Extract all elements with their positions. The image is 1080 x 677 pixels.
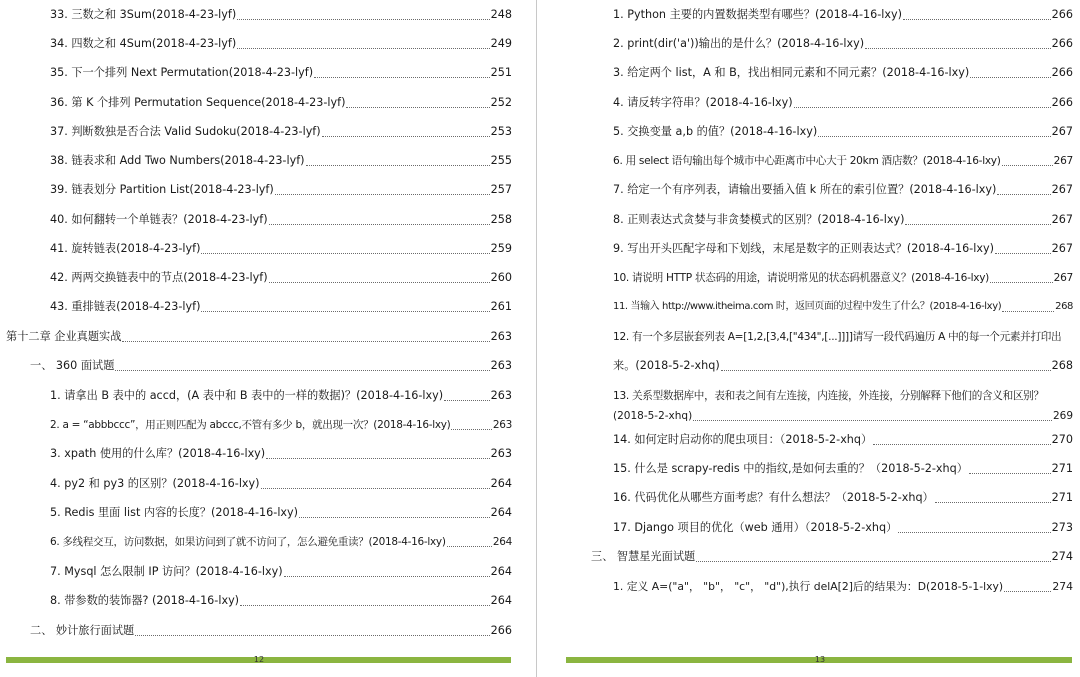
- toc-entry-title: 34. 四数之和 4Sum(2018-4-23-lyf): [50, 37, 237, 50]
- toc-page-number: 267: [1051, 242, 1073, 255]
- toc-page-number: 267: [1051, 125, 1073, 138]
- dot-leader: [284, 576, 490, 577]
- toc-entry[interactable]: [50, 181, 512, 199]
- toc-entry-title: 二、 妙计旅行面试题: [30, 624, 135, 637]
- toc-page-number: 251: [490, 66, 512, 79]
- toc-page-number: 266: [1051, 8, 1073, 21]
- toc-entry[interactable]: [613, 6, 1073, 24]
- dot-leader: [903, 19, 1051, 20]
- toc-entry-title: 3. 给定两个 list，A 和 B，找出相同元素和不同元素？(2018-4-16-lxy): [613, 66, 970, 79]
- toc-entry-title: 来。(2018-5-2-xhq): [613, 359, 720, 372]
- toc-page-left: [0, 0, 536, 677]
- toc-page-right: [543, 0, 1080, 677]
- toc-entry-title: 2. a = “abbbccc”，用正则匹配为 abccc,不管有多少 b，就出现一次？(2018-4-16-lxy): [50, 419, 451, 431]
- toc-entry-title: 11. 当输入 http://www.itheima.com 时，返回页面的过程中发生了什么？(2018-4-16-lxy): [613, 301, 1002, 312]
- toc-entry-title: 38. 链表求和 Add Two Numbers(2018-4-23-lyf): [50, 154, 305, 167]
- toc-entry[interactable]: [613, 431, 1073, 449]
- toc-entry-title: 43. 重排链表(2018-4-23-lyf): [50, 300, 201, 313]
- toc-entry-title: 8. 带参数的装饰器? (2018-4-16-lxy): [50, 594, 240, 607]
- dot-leader: [1002, 311, 1054, 312]
- toc-page-number: 261: [490, 300, 512, 313]
- toc-chapter-entry[interactable]: [6, 328, 512, 346]
- toc-page-number: 263: [490, 389, 512, 402]
- toc-entry-title: 14. 如何定时启动你的爬虫项目：（2018-5-2-xhq）: [613, 433, 873, 446]
- dot-leader: [970, 77, 1050, 78]
- toc-page-number: 264: [490, 565, 512, 578]
- toc-entry[interactable]: [50, 123, 512, 141]
- toc-entry-title: 6. 多线程交互，访问数据，如果访问到了就不访问了，怎么避免重读？(2018-4-16-lxy): [50, 536, 446, 548]
- toc-entry[interactable]: [50, 269, 512, 287]
- dot-leader: [314, 77, 490, 78]
- dot-leader: [201, 253, 489, 254]
- toc-page-number: 271: [1051, 491, 1073, 504]
- toc-page-number: 255: [490, 154, 512, 167]
- toc-entry-title: 15. 什么是 scrapy-redis 中的指纹,是如何去重的？（2018-5-2-xhq）: [613, 462, 968, 475]
- toc-entry[interactable]: [613, 298, 1073, 316]
- toc-entry[interactable]: [613, 211, 1073, 229]
- toc-entry[interactable]: [50, 298, 512, 316]
- toc-page-number: 257: [490, 183, 512, 196]
- dot-leader: [873, 444, 1050, 445]
- toc-page-number: 273: [1051, 521, 1073, 534]
- dot-leader: [261, 488, 490, 489]
- dot-leader: [794, 107, 1051, 108]
- toc-entry[interactable]: [613, 460, 1073, 478]
- toc-entry[interactable]: [613, 64, 1073, 82]
- dot-leader: [266, 458, 489, 459]
- page-divider: [536, 0, 543, 677]
- toc-entry[interactable]: [50, 64, 512, 82]
- toc-entry-title: 17. Django 项目的优化（web 通用）（2018-5-2-xhq）: [613, 521, 898, 534]
- toc-page-number: 259: [490, 242, 512, 255]
- dot-leader: [135, 635, 489, 636]
- toc-page-number: 267: [1051, 183, 1073, 196]
- toc-entry-title: 8. 正则表达式贪婪与非贪婪模式的区别？(2018-4-16-lxy): [613, 213, 905, 226]
- toc-entry-title: 10. 请说明 HTTP 状态码的用途，请说明常见的状态码机器意义？(2018-4-16-lxy): [613, 272, 990, 284]
- dot-leader: [269, 224, 490, 225]
- toc-entry-title: 42. 两两交换链表中的节点(2018-4-23-lyf): [50, 271, 268, 284]
- dot-leader: [346, 107, 489, 108]
- toc-entry[interactable]: [613, 123, 1073, 141]
- dot-leader: [995, 253, 1051, 254]
- dot-leader: [306, 165, 490, 166]
- toc-entry-title: 9. 写出开头匹配字母和下划线，末尾是数字的正则表达式？(2018-4-16-lxy): [613, 242, 994, 255]
- toc-entry-title: 7. 给定一个有序列表，请输出要插入值 k 所在的索引位置？(2018-4-16-lxy): [613, 183, 997, 196]
- toc-page-number: 269: [1052, 410, 1073, 422]
- toc-entry[interactable]: [613, 94, 1073, 112]
- toc-entry-title: 2. print(dir('a'))输出的是什么？(2018-4-16-lxy): [613, 37, 865, 50]
- toc-entry[interactable]: [50, 592, 512, 610]
- dot-leader: [990, 282, 1053, 283]
- toc-entry-title: 三、 智慧星光面试题: [591, 550, 696, 563]
- toc-entry-title: 7. Mysql 怎么限制 IP 访问？(2018-4-16-lxy): [50, 565, 283, 578]
- toc-entry[interactable]: [50, 387, 512, 405]
- toc-page-number: 267: [1051, 213, 1073, 226]
- toc-entry[interactable]: [613, 181, 1073, 199]
- toc-entry-title: 1. 请拿出 B 表中的 accd，(A 表中和 B 表中的一样的数据)？(2018-4-16-lxy): [50, 389, 444, 402]
- toc-page-number: 263: [490, 447, 512, 460]
- toc-entry-title: 35. 下一个排列 Next Permutation(2018-4-23-lyf): [50, 66, 314, 79]
- toc-page-number: 252: [490, 96, 512, 109]
- dot-leader: [201, 311, 489, 312]
- toc-entry[interactable]: [50, 152, 512, 170]
- toc-section-entry[interactable]: [591, 548, 1073, 566]
- toc-entry[interactable]: [50, 504, 512, 522]
- dot-leader: [237, 48, 489, 49]
- toc-entry-title: 13. 关系型数据库中，表和表之间有左连接，内连接，外连接，分别解释下他们的含义和区别？: [613, 390, 1044, 402]
- toc-entry[interactable]: [613, 489, 1073, 507]
- toc-entry[interactable]: [50, 475, 512, 493]
- toc-entry[interactable]: [613, 519, 1073, 537]
- toc-entry[interactable]: [613, 269, 1073, 287]
- toc-page-number: 263: [492, 419, 512, 431]
- toc-section-entry[interactable]: [30, 357, 512, 375]
- dot-leader: [237, 19, 489, 20]
- dot-leader: [444, 400, 490, 401]
- toc-page-number: 253: [490, 125, 512, 138]
- toc-entry[interactable]: [613, 578, 1073, 596]
- dot-leader: [721, 370, 1051, 371]
- toc-page-number: 264: [490, 506, 512, 519]
- toc-page-number: 264: [492, 536, 512, 548]
- toc-entry-title: (2018-5-2-xhq): [613, 410, 693, 422]
- toc-entry-title: 41. 旋转链表(2018-4-23-lyf): [50, 242, 201, 255]
- toc-entry[interactable]: [50, 35, 512, 53]
- toc-entry-title: 12. 有一个多层嵌套列表 A=[1,2,[3,4,["434",[...]]]]请写一段代码遍历 A 中的每一个元素并打印出: [613, 331, 1062, 343]
- toc-page-number: 249: [490, 37, 512, 50]
- toc-entry[interactable]: [50, 533, 512, 551]
- dot-leader: [451, 429, 491, 430]
- toc-entry[interactable]: [613, 240, 1073, 258]
- toc-page-number: 268: [1051, 359, 1073, 372]
- toc-page-number: 264: [490, 594, 512, 607]
- dot-leader: [935, 502, 1051, 503]
- dot-leader: [1004, 591, 1051, 592]
- toc-entry-title: 1. 定义 A=("a"， "b"， "c"， "d"),执行 delA[2]后的结果为：D(2018-5-1-lxy): [613, 580, 1004, 593]
- dot-leader: [693, 420, 1052, 421]
- dot-leader: [905, 224, 1050, 225]
- toc-entry[interactable]: [50, 211, 512, 229]
- dot-leader: [447, 546, 492, 547]
- toc-page-number: 274: [1051, 550, 1073, 563]
- dot-leader: [969, 473, 1051, 474]
- dot-leader: [997, 194, 1050, 195]
- dot-leader: [269, 282, 490, 283]
- toc-entry[interactable]: [613, 35, 1073, 53]
- toc-page-number: 248: [490, 8, 512, 21]
- toc-page-number: 263: [490, 359, 512, 372]
- toc-entry-title: 1. Python 主要的内置数据类型有哪些？(2018-4-16-lxy): [613, 8, 903, 21]
- toc-entry[interactable]: [613, 357, 1073, 375]
- toc-entry-title: 5. Redis 里面 list 内容的长度？(2018-4-16-lxy): [50, 506, 299, 519]
- toc-page-number: 258: [490, 213, 512, 226]
- dot-leader: [818, 136, 1050, 137]
- toc-entry-title: 5. 交换变量 a,b 的值？(2018-4-16-lxy): [613, 125, 818, 138]
- toc-entry-title: 36. 第 K 个排列 Permutation Sequence(2018-4-23-lyf): [50, 96, 346, 109]
- toc-page-number: 271: [1051, 462, 1073, 475]
- dot-leader: [122, 341, 489, 342]
- toc-page-number: 270: [1051, 433, 1073, 446]
- toc-page-number: 263: [490, 330, 512, 343]
- toc-entry-title: 3. xpath 使用的什么库？(2018-4-16-lxy): [50, 447, 266, 460]
- toc-page-number: 266: [1051, 96, 1073, 109]
- toc-entry[interactable]: [50, 563, 512, 581]
- toc-page-number: 266: [1051, 66, 1073, 79]
- page-number: 13: [814, 655, 826, 664]
- dot-leader: [275, 194, 490, 195]
- dot-leader: [115, 370, 489, 371]
- toc-entry[interactable]: [50, 416, 512, 434]
- toc-entry[interactable]: [613, 407, 1073, 425]
- toc-entry-title: 37. 判断数独是否合法 Valid Sudoku(2018-4-23-lyf): [50, 125, 321, 138]
- toc-page-number: 264: [490, 477, 512, 490]
- toc-entry[interactable]: [50, 240, 512, 258]
- toc-page-number: 274: [1052, 580, 1073, 593]
- toc-entry-title: 16. 代码优化从哪些方面考虑？有什么想法？（2018-5-2-xhq）: [613, 491, 934, 504]
- toc-entry-line[interactable]: [613, 387, 1073, 405]
- toc-page-number: 266: [1051, 37, 1073, 50]
- dot-leader: [696, 561, 1050, 562]
- toc-entry[interactable]: [50, 445, 512, 463]
- dot-leader: [865, 48, 1051, 49]
- toc-entry-title: 4. 请反转字符串？(2018-4-16-lxy): [613, 96, 793, 109]
- toc-section-entry[interactable]: [30, 622, 512, 640]
- toc-entry-title: 33. 三数之和 3Sum(2018-4-23-lyf): [50, 8, 237, 21]
- toc-entry-title: 39. 链表划分 Partition List(2018-4-23-lyf): [50, 183, 274, 196]
- dot-leader: [1002, 165, 1053, 166]
- toc-entry-title: 一、 360 面试题: [30, 359, 115, 372]
- toc-page-number: 267: [1053, 272, 1073, 284]
- toc-entry-line[interactable]: [613, 328, 1073, 346]
- toc-entry[interactable]: [613, 152, 1073, 170]
- dot-leader: [322, 136, 490, 137]
- toc-page-number: 266: [490, 624, 512, 637]
- toc-page-number: 267: [1053, 155, 1073, 167]
- dot-leader: [240, 605, 490, 606]
- dot-leader: [299, 517, 490, 518]
- toc-page-number: 260: [490, 271, 512, 284]
- toc-page-number: 268: [1055, 301, 1073, 312]
- toc-entry-title: 4. py2 和 py3 的区别？(2018-4-16-lxy): [50, 477, 260, 490]
- toc-entry-title: 40. 如何翻转一个单链表？(2018-4-23-lyf): [50, 213, 268, 226]
- toc-entry-title: 第十二章 企业真题实战: [6, 330, 122, 343]
- dot-leader: [898, 532, 1050, 533]
- page-number: 12: [253, 655, 265, 664]
- toc-entry[interactable]: [50, 6, 512, 24]
- toc-entry-title: 6. 用 select 语句输出每个城市中心距离市中心大于 20km 酒店数？(2018-4-16-lxy): [613, 155, 1001, 167]
- toc-entry[interactable]: [50, 94, 512, 112]
